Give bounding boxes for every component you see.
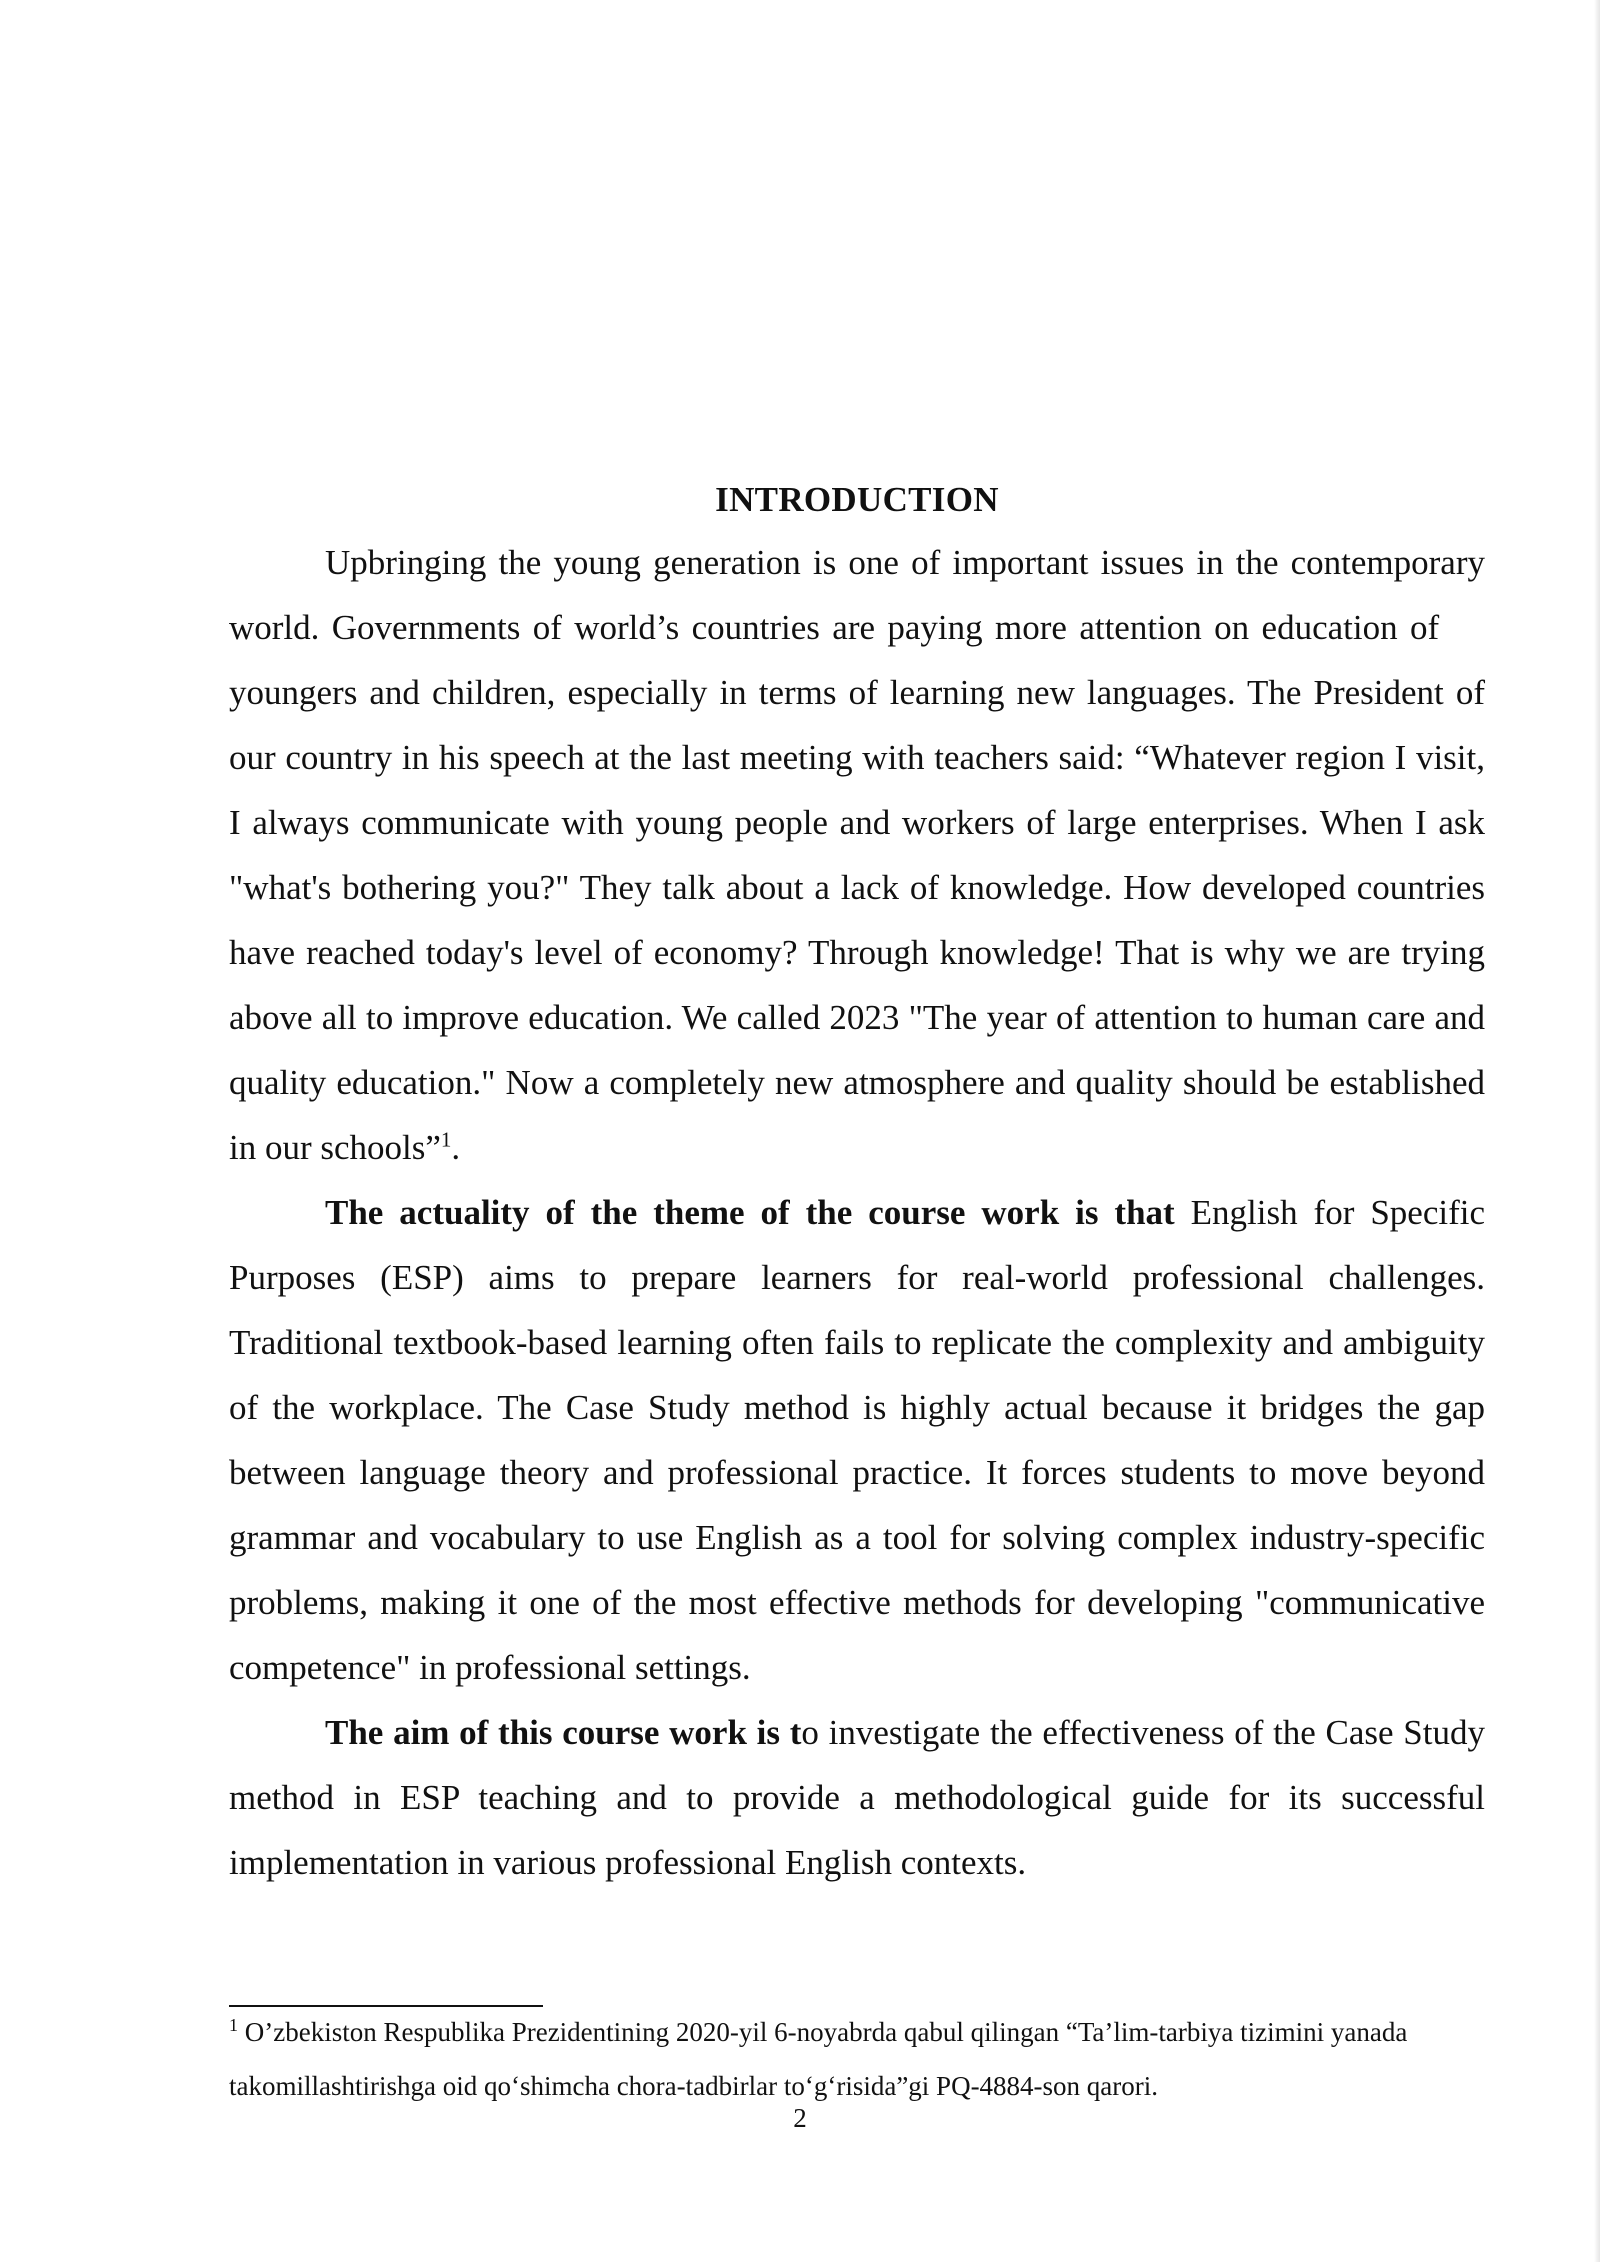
paragraph-bold-lead: The actuality of the theme of the course work is that [325,1193,1175,1232]
page-title: INTRODUCTION [715,480,999,519]
paragraph-aim [229,1700,1485,1895]
document-body [229,470,1485,1895]
paragraph-text: o investigate the effectiveness of the Case Study method in ESP teaching and to provide a methodological guide for its successful implementation in various professional English contexts. [229,1713,1485,1882]
paragraph-text: English for Specific Purposes (ESP) aims to prepare learners for real-world professional challenges. Traditional textbook-based learning often fails to replicate the complexity and ambiguity of the workplace. The Case Study method is highly actual because it bridges the gap between language theory and professional practice. It forces students to move beyond grammar and vocabulary to use English as a tool for solving complex industry-specific problems, making it one of the most effective methods for developing "communicative competence" in professional settings. [229,1193,1485,1687]
paragraph-text: Upbringing the young generation is one of important issues in the contemporary world. Governments of world’s countries are paying more attention on education of youngers and children, especially in terms of learning new languages. The President of our country in his speech at the last meeting with teachers said: “Whatever region I visit, I always communicate with young people and workers of large enterprises. When I ask "what's bothering you?" They talk about a lack of knowledge. How developed countries have reached today's level of economy? Through knowledge! That is why we are trying above all to improve education. We called 2023 "The year of attention to human care and quality education." Now a completely new atmosphere and quality should be established in our schools” [229,543,1485,1167]
footnote [229,2005,1485,2113]
paragraph-actuality [229,1180,1485,1700]
footnote-text: O’zbekiston Respublika Prezidentining 2020-yil 6-noyabrda qabul qilingan “Ta’lim-tarbiya tizimini yanada takomillashtirishga oid qo‘shimcha chora-tadbirlar to‘g‘risida”gi PQ-4884-son qarori. [229,2017,1408,2101]
paragraph-bold-lead: The aim of this course work is t [325,1713,802,1752]
page-edge-shadow [1594,0,1600,2262]
paragraph-upbringing [229,530,1485,1180]
paragraph-end: . [451,1128,461,1167]
page-number: 2 [793,2103,807,2133]
footnote-reference[interactable]: 1 [440,1127,452,1152]
footnote-marker: 1 [229,2015,238,2035]
